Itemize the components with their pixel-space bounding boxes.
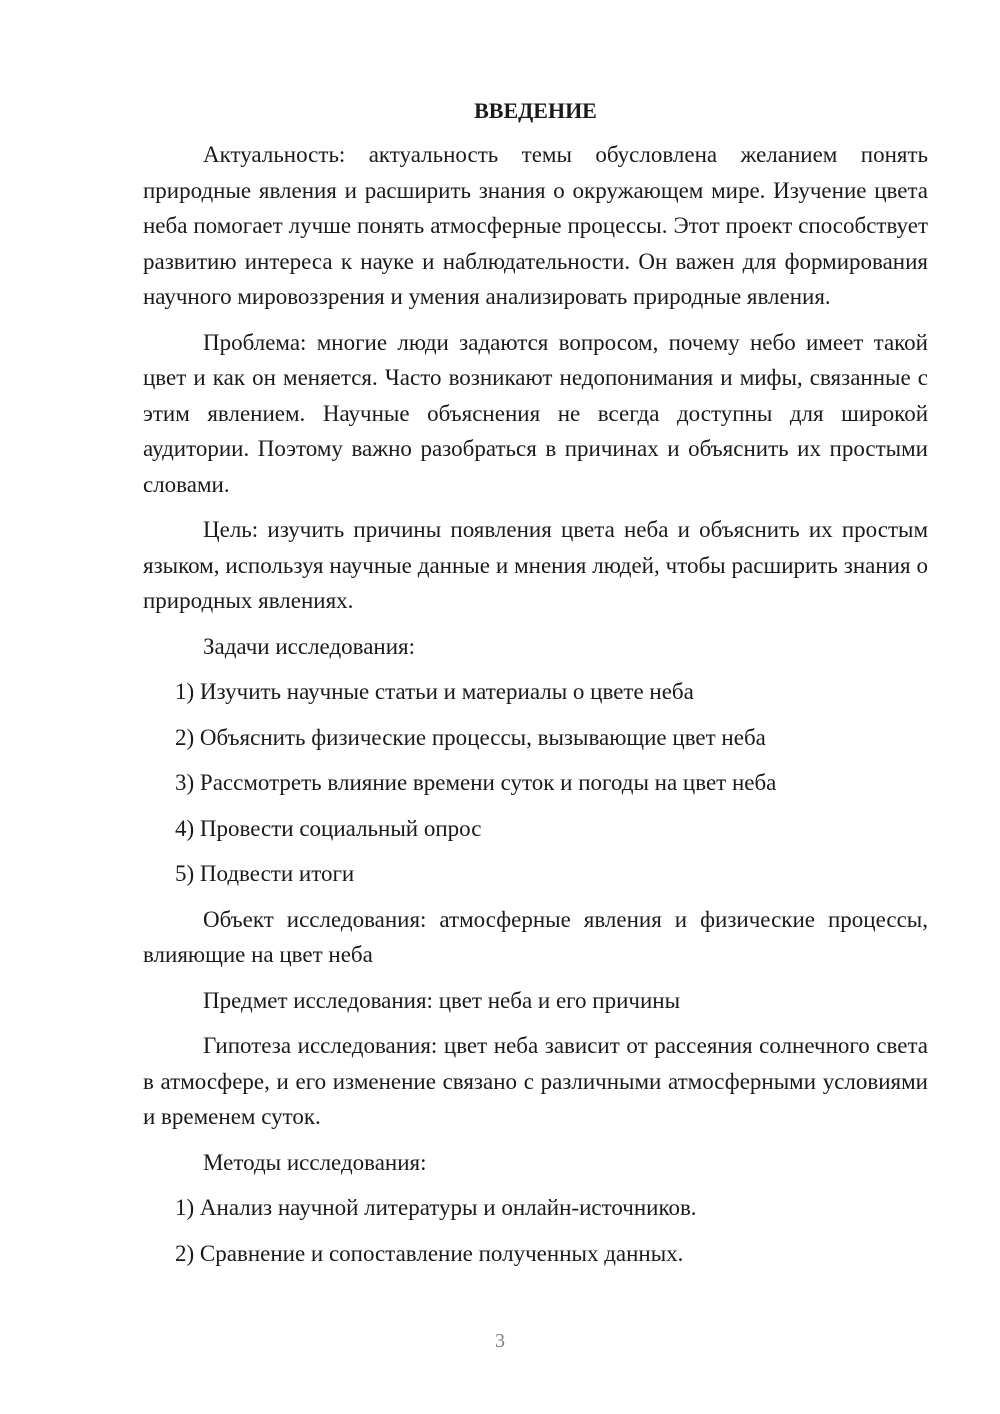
paragraph-subject: Предмет исследования: цвет неба и его причины	[203, 987, 681, 1013]
page-number: 3	[495, 1330, 505, 1352]
paragraph-hypothesis: Гипотеза исследования: цвет неба зависит от рассеяния солнечного света в атмосфере, и его изменение связано с различными атмосферными условиями и временем суток.	[143, 1033, 928, 1129]
list-item-task-3: 3) Рассмотреть влияние времени суток и погоды на цвет неба	[175, 770, 777, 795]
page-title: ВВЕДЕНИЕ	[474, 98, 597, 123]
paragraph-relevance: Актуальность: актуальность темы обусловлена желанием понять природные явления и расширить знания о окружающем мире. Изучение цвета неба помогает лучше понять атмосферные процессы. Этот проект способствует развитию интереса к науке и наблюдательности. Он важен для формирования научного мировоззрения и умения анализировать природные явления.	[143, 142, 928, 309]
paragraph-object: Объект исследования: атмосферные явления и физические процессы, влияющие на цвет неба	[143, 906, 928, 967]
list-item-method-1: 1) Анализ научной литературы и онлайн-источников.	[175, 1195, 697, 1220]
paragraph-goal: Цель: изучить причины появления цвета неба и объяснить их простым языком, используя научные данные и мнения людей, чтобы расширить знания о природных явлениях.	[143, 517, 928, 613]
paragraph-problem: Проблема: многие люди задаются вопросом, почему небо имеет такой цвет и как он меняется. Часто возникают недопонимания и мифы, связанные с этим явлением. Научные объяснения не всегда доступны для широкой аудитории. Поэтому важно разобраться в причинах и объяснить их простыми словами.	[143, 329, 928, 497]
list-item-task-2: 2) Объяснить физические процессы, вызывающие цвет неба	[175, 724, 766, 750]
page-content	[143, 96, 928, 1281]
list-item-method-2: 2) Сравнение и сопоставление полученных данных.	[175, 1240, 684, 1266]
tasks-heading: Задачи исследования:	[203, 633, 416, 659]
list-item-task-1: 1) Изучить научные статьи и материалы о цвете неба	[175, 679, 694, 704]
list-item-task-4: 4) Провести социальный опрос	[175, 815, 482, 841]
list-item-task-5: 5) Подвести итоги	[175, 861, 355, 886]
methods-heading: Методы исследования:	[203, 1149, 427, 1175]
